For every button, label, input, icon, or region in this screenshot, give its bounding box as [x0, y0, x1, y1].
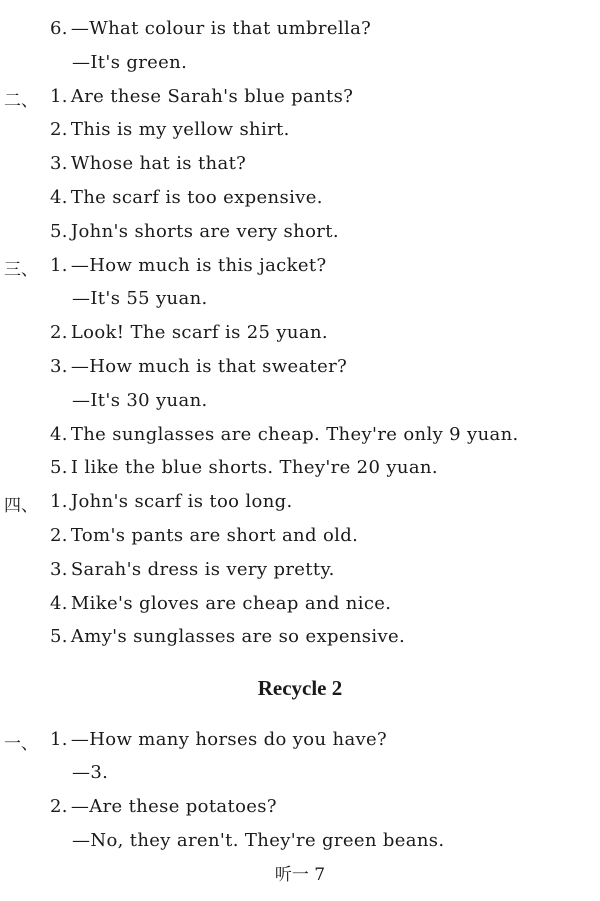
answer-text: Are these Sarah's blue pants?: [70, 86, 354, 107]
answer-line: [50, 525, 358, 547]
section-marker: 二、: [4, 91, 38, 111]
item-number: 1.: [50, 255, 68, 276]
answer-text: —It's 55 yuan.: [72, 288, 208, 309]
section-marker: 三、: [4, 260, 38, 280]
answer-line: [50, 187, 323, 209]
answer-text: Tom's pants are short and old.: [70, 525, 359, 546]
item-number: 2.: [50, 322, 68, 343]
answer-text: —It's 30 yuan.: [72, 390, 208, 411]
answer-line: [72, 52, 187, 74]
answer-line: [72, 762, 108, 784]
answer-text: —No, they aren't. They're green beans.: [72, 830, 445, 851]
answer-text: Whose hat is that?: [70, 153, 247, 174]
answer-text: John's scarf is too long.: [70, 491, 293, 512]
section-marker: 四、: [4, 496, 38, 516]
answer-text: Sarah's dress is very pretty.: [70, 559, 335, 580]
item-number: 4.: [50, 424, 68, 445]
answer-text: This is my yellow shirt.: [70, 119, 290, 140]
item-number: 1.: [50, 729, 68, 750]
answer-line: [50, 626, 405, 648]
answer-line: [50, 86, 353, 108]
item-number: 1.: [50, 491, 68, 512]
item-number: 5.: [50, 457, 68, 478]
answer-line: [50, 221, 339, 243]
answer-line: [50, 457, 438, 479]
item-number: 2.: [50, 525, 68, 546]
answer-line: [50, 559, 335, 581]
answer-line: [72, 390, 208, 412]
answer-text: Look! The scarf is 25 yuan.: [70, 322, 328, 343]
answer-text: John's shorts are very short.: [70, 221, 339, 242]
answer-line: [50, 153, 246, 175]
answer-line: [50, 255, 326, 277]
answer-text: —How much is this jacket?: [70, 255, 327, 276]
answer-line: [50, 356, 347, 378]
item-number: 2.: [50, 119, 68, 140]
answer-line: [50, 491, 293, 513]
answer-text: —What colour is that umbrella?: [70, 18, 372, 39]
item-number: 5.: [50, 221, 68, 242]
answer-text: —It's green.: [72, 52, 188, 73]
answer-text: —Are these potatoes?: [70, 796, 277, 817]
answer-line: [72, 830, 444, 852]
answer-line: [50, 18, 371, 40]
section-marker: 一、: [4, 734, 38, 754]
answer-text: —How much is that sweater?: [70, 356, 348, 377]
item-number: 2.: [50, 796, 68, 817]
answer-line: [50, 322, 328, 344]
item-number: 3.: [50, 153, 68, 174]
item-number: 4.: [50, 187, 68, 208]
answer-text: Mike's gloves are cheap and nice.: [70, 593, 392, 614]
answer-text: The scarf is too expensive.: [70, 187, 323, 208]
answer-line: [50, 593, 391, 615]
item-number: 3.: [50, 559, 68, 580]
item-number: 3.: [50, 356, 68, 377]
section-title: Recycle 2: [257, 676, 343, 700]
answer-text: —3.: [72, 762, 109, 783]
answer-text: Amy's sunglasses are so expensive.: [70, 626, 406, 647]
answer-line: [50, 424, 519, 446]
item-number: 4.: [50, 593, 68, 614]
answer-line: [72, 288, 208, 310]
answer-text: The sunglasses are cheap. They're only 9 yuan.: [70, 424, 519, 445]
answer-line: [50, 729, 387, 751]
page-footer: 听一 7: [274, 865, 326, 885]
item-number: 5.: [50, 626, 68, 647]
item-number: 1.: [50, 86, 68, 107]
item-number: 6.: [50, 18, 68, 39]
answer-line: [50, 119, 290, 141]
answer-text: —How many horses do you have?: [70, 729, 388, 750]
answer-text: I like the blue shorts. They're 20 yuan.: [70, 457, 438, 478]
answer-line: [50, 796, 277, 818]
